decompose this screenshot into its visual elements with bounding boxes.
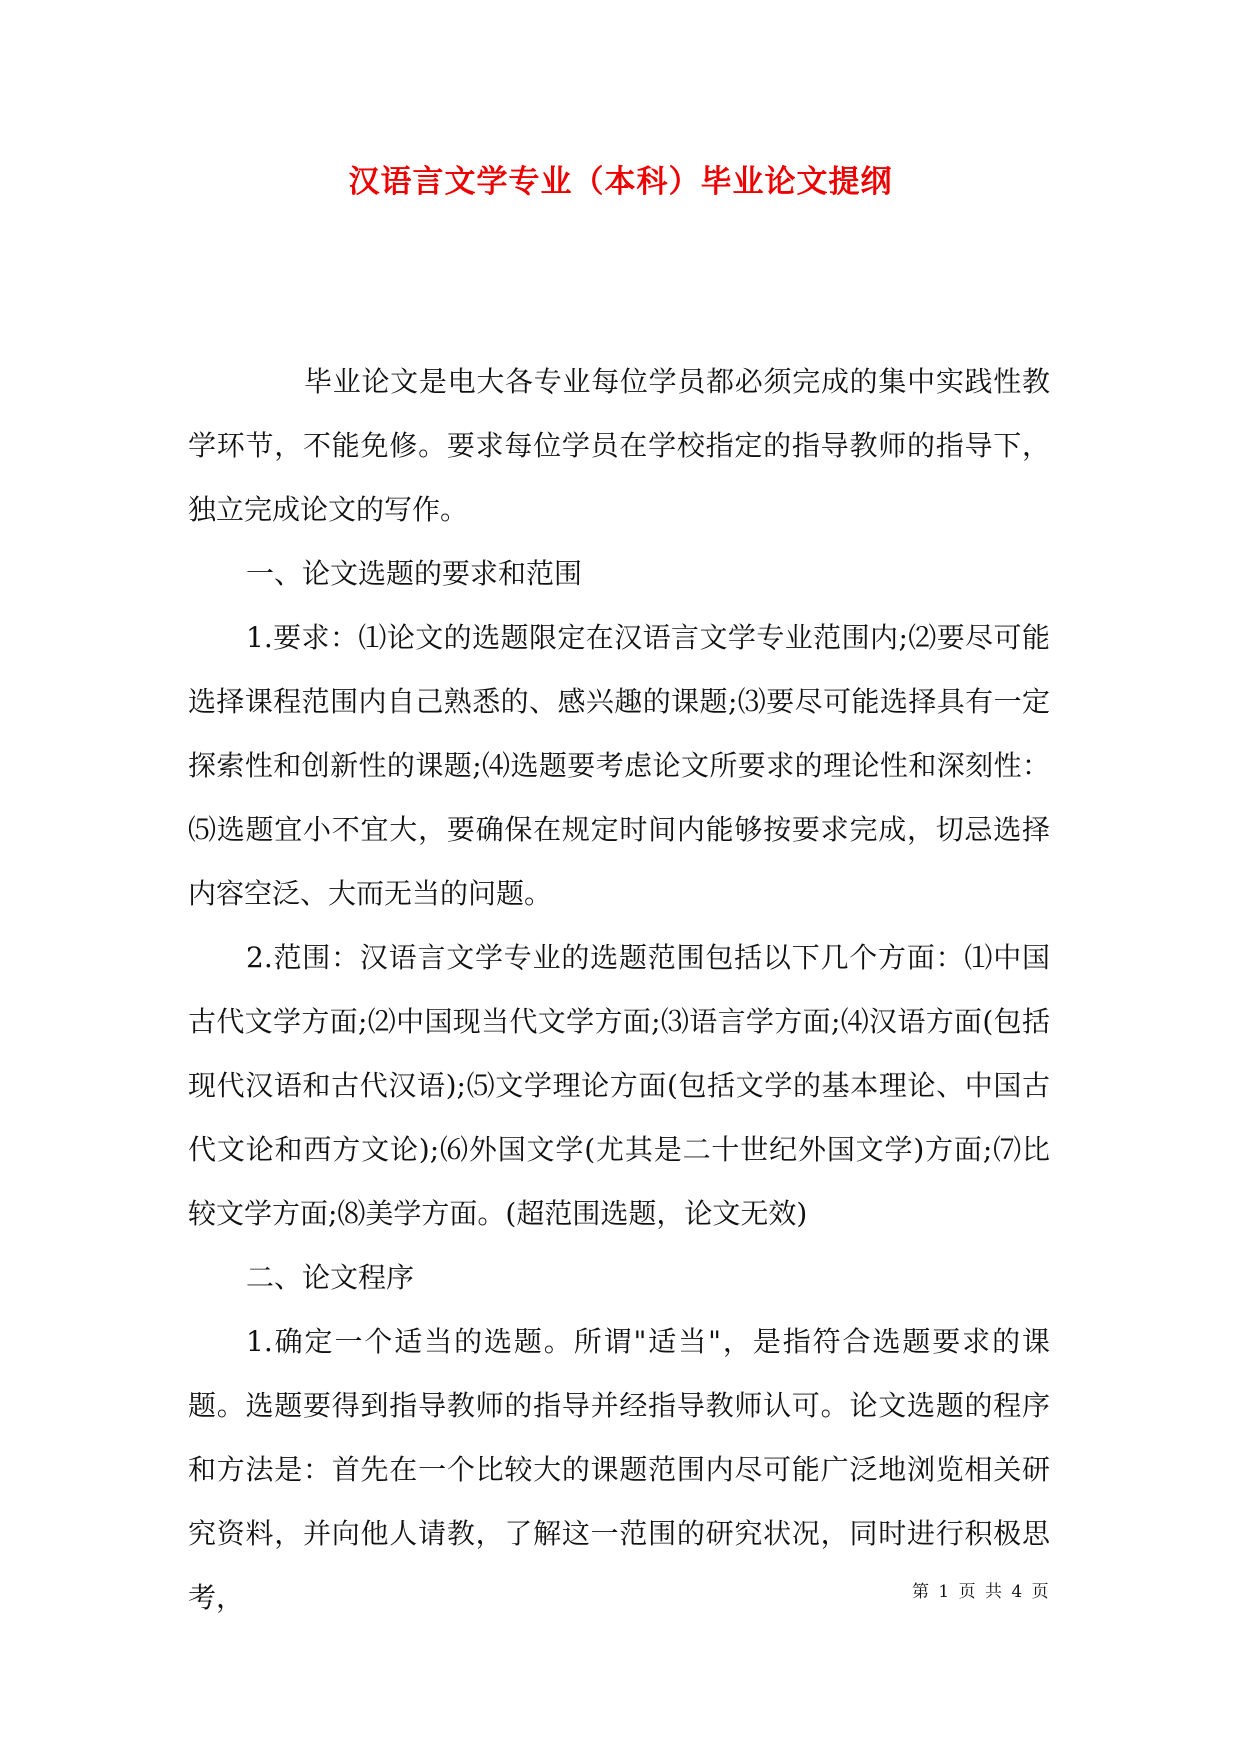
document-body: [188, 350, 1050, 1630]
procedure-paragraph: 1.确定一个适当的选题。所谓"适当"，是指符合选题要求的课题。选题要得到指导教师的指导并经指导教师认可。论文选题的程序和方法是：首先在一个比较大的课题范围内尽可能广泛地浏览相关研究资料，并向他人请教，了解这一范围的研究状况，同时进行积极思考，: [188, 1325, 1050, 1614]
page-number: 第 1 页 共 4 页: [912, 1582, 1049, 1602]
scope-paragraph: 2.范围：汉语言文学专业的选题范围包括以下几个方面：⑴中国古代文学方面;⑵中国现当代文学方面;⑶语言学方面;⑷汉语方面(包括现代汉语和古代汉语);⑸文学理论方面(包括文学的基本理论、中国古代文论和西方文论);⑹外国文学(尤其是二十世纪外国文学)方面;⑺比较文学方面;⑻美学方面。(超范围选题，论文无效): [188, 941, 1050, 1230]
intro-paragraph: 毕业论文是电大各专业每位学员都必须完成的集中实践性教学环节，不能免修。要求每位学员在学校指定的指导教师的指导下，独立完成论文的写作。: [188, 365, 1050, 526]
requirements-paragraph: 1.要求：⑴论文的选题限定在汉语言文学专业范围内;⑵要尽可能选择课程范围内自己熟悉的、感兴趣的课题;⑶要尽可能选择具有一定探索性和创新性的课题;⑷选题要考虑论文所要求的理论性和深刻性：⑸选题宜小不宜大，要确保在规定时间内能够按要求完成，切忌选择内容空泛、大而无当的问题。: [188, 621, 1050, 910]
section-heading-topic: 一、论文选题的要求和范围: [246, 557, 583, 590]
section-heading-procedure: 二、论文程序: [246, 1261, 415, 1294]
document-title: 汉语言文学专业（本科）毕业论文提纲: [348, 164, 893, 200]
